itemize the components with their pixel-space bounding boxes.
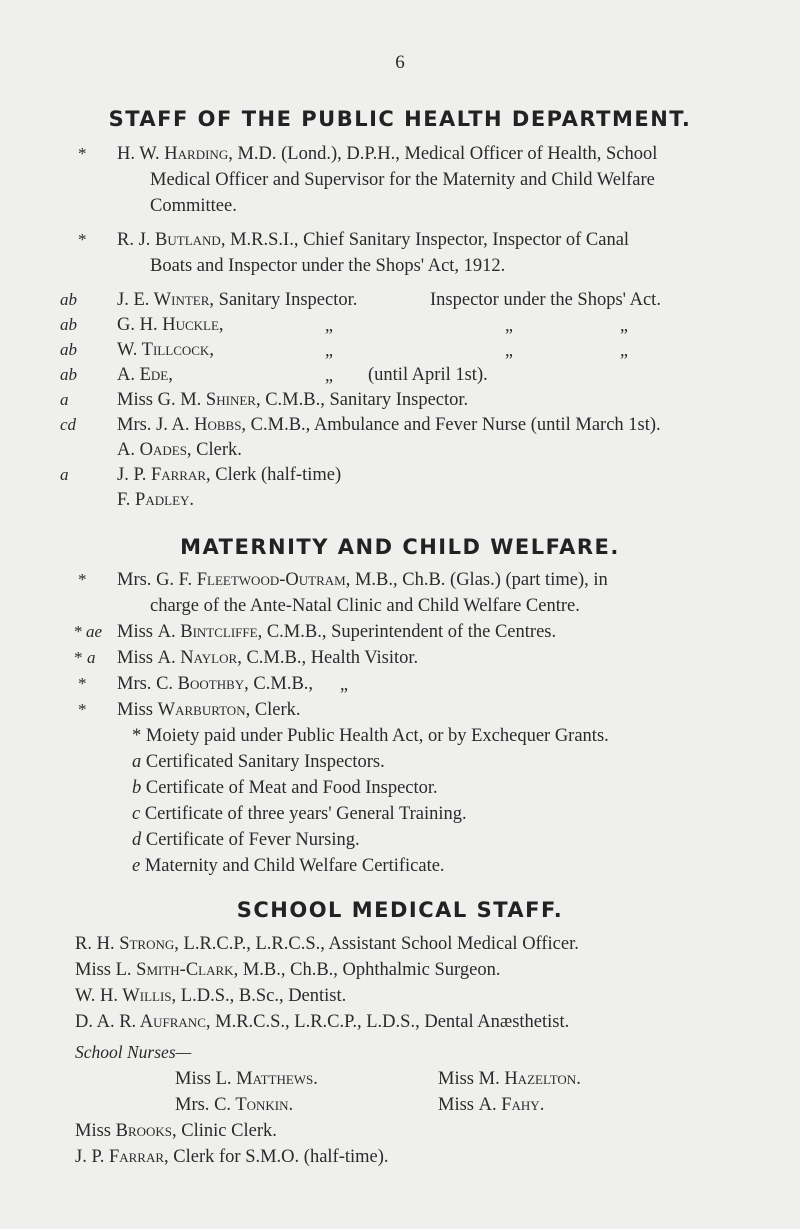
staff-name: G. F. Fleetwood-Outram (156, 570, 346, 590)
staff-name: J. A. Hobbs (156, 415, 242, 435)
entry-prefix: Mrs. (117, 674, 157, 694)
staff-name: G. M. Shiner (157, 390, 256, 410)
staff-entry (75, 958, 500, 982)
entry-line (117, 672, 313, 696)
ditto-mark: „ (325, 340, 333, 360)
staff-name: G. H. Huckle (117, 315, 219, 335)
entry-text: , C.M.B., Ambulance and Fever Nurse (until March 1st). (241, 415, 661, 435)
staff-name: Brooks (115, 1121, 173, 1141)
entry-line: Boats and Inspector under the Shops' Act, 1912. (150, 256, 506, 276)
entry-prefix: Miss (438, 1095, 479, 1115)
entry-prefix: Miss (117, 390, 158, 410)
entry-line: Committee. (150, 196, 237, 216)
entry-text: , C.M.B., (244, 674, 314, 694)
entry-mark: a (60, 465, 69, 484)
staff-name: A. Naylor (157, 648, 238, 668)
entry-text: , M.D. (Lond.), D.P.H., Medical Officer of Health, School (228, 144, 658, 164)
entry-mark: ab (60, 365, 77, 384)
footnote-text: Certificate of Meat and Food Inspector. (145, 778, 438, 798)
staff-entry (75, 1119, 277, 1143)
footnote-text: Maternity and Child Welfare Certificate. (144, 856, 445, 876)
entry-mark: * (74, 648, 83, 667)
staff-entry (75, 1010, 569, 1034)
entry-text: , L.R.C.P., L.R.C.S., Assistant School Medical Officer. (174, 934, 579, 954)
entry-mark: ab (60, 290, 77, 309)
entry-line (117, 228, 629, 252)
footnote-text: Certificate of Fever Nursing. (145, 830, 360, 850)
footnote-mark: a (132, 752, 142, 772)
entry-line (117, 338, 214, 362)
entry-text: , M.R.C.S., L.R.C.P., L.D.S., Dental Anæsthetist. (205, 1012, 570, 1032)
entry-text: , L.D.S., B.Sc., Dentist. (171, 986, 347, 1006)
footnote-mark: * (132, 726, 142, 746)
footnote (132, 750, 385, 774)
staff-name: J. E. Winter (117, 290, 210, 310)
entry-line (117, 313, 224, 337)
entry-prefix: Mrs. (175, 1095, 215, 1115)
footnote-mark: e (132, 856, 141, 876)
entry-line (117, 142, 657, 166)
staff-name: J. P. Farrar (117, 465, 207, 485)
footnote (132, 776, 438, 800)
staff-name: J. P. Farrar (75, 1147, 165, 1167)
entry-line (117, 646, 418, 670)
entry-mark: cd (60, 415, 77, 434)
staff-name: A. Bintcliffe (157, 622, 258, 642)
entry-line: Medical Officer and Supervisor for the Maternity and Child Welfare (150, 170, 655, 190)
staff-name: A. Fahy (478, 1095, 540, 1115)
entry-text: , (168, 365, 173, 385)
school-nurse (175, 1093, 293, 1117)
page-number: 6 (395, 52, 405, 73)
entry-prefix: Mrs. (117, 415, 157, 435)
staff-name: C. Boothby (156, 674, 245, 694)
entry-line (117, 288, 357, 312)
footnote-mark: b (132, 778, 142, 798)
footnote-text: Certificate of three years' General Training. (144, 804, 467, 824)
entry-line: charge of the Ante-Natal Clinic and Child Welfare Centre. (150, 596, 580, 616)
entry-mark: * (78, 570, 87, 589)
staff-name: L. Smith-Clark (115, 960, 234, 980)
entry-text: , C.M.B., Health Visitor. (237, 648, 419, 668)
entry-text: , M.B., Ch.B., Ophthalmic Surgeon. (233, 960, 501, 980)
footnote-text: Certificated Sanitary Inspectors. (145, 752, 385, 772)
ditto-mark: „ (325, 365, 333, 385)
staff-name: L. Matthews (215, 1069, 314, 1089)
entry-text: , Clerk. (245, 700, 301, 720)
entry-line (117, 620, 556, 644)
entry-text: , Clerk for S.M.O. (half-time). (164, 1147, 389, 1167)
entry-line (117, 388, 468, 412)
staff-name: A. Oades (117, 440, 187, 460)
entry-text: , M.B., Ch.B. (Glas.) (part time), in (345, 570, 608, 590)
staff-name: M. Hazelton (478, 1069, 577, 1089)
entry-text: , C.M.B., Sanitary Inspector. (255, 390, 469, 410)
entry-text: . (539, 1095, 545, 1115)
staff-name: R. J. Butland (117, 230, 221, 250)
entry-prefix: Miss (75, 960, 116, 980)
entry-line (117, 698, 301, 722)
entry-line (117, 438, 242, 462)
school-nurse (175, 1067, 318, 1091)
staff-name: W. H. Willis (75, 986, 172, 1006)
entry-line (117, 488, 194, 512)
entry-line (117, 463, 341, 487)
ditto-mark: „ (620, 315, 628, 335)
entry-text: , Clerk (half-time) (206, 465, 342, 485)
school-nurse (438, 1067, 581, 1091)
footnote-mark: d (132, 830, 142, 850)
entry-text: , M.R.S.I., Chief Sanitary Inspector, Inspector of Canal (220, 230, 630, 250)
ditto-mark: „ (620, 340, 628, 360)
entry-line (117, 413, 661, 437)
entry-text: , Sanitary Inspector. (209, 290, 358, 310)
staff-entry (75, 1145, 389, 1169)
staff-name: F. Padley (117, 490, 190, 510)
entry-text: . (288, 1095, 294, 1115)
entry-mark: ab (60, 315, 77, 334)
footnote-mark: c (132, 804, 141, 824)
entry-line (117, 568, 608, 592)
entry-text: , Clerk. (186, 440, 242, 460)
entry-prefix: Miss (175, 1069, 216, 1089)
ditto-mark: „ (325, 315, 333, 335)
entry-text: (until April 1st). (368, 365, 488, 385)
entry-text: , (209, 340, 214, 360)
entry-prefix: Miss (438, 1069, 479, 1089)
ditto-mark: „ (340, 674, 348, 694)
staff-name: H. W. Harding (117, 144, 229, 164)
entry-prefix: Miss (75, 1121, 116, 1141)
staff-name: Warburton (157, 700, 246, 720)
section-heading-maternity: MATERNITY AND CHILD WELFARE. (180, 535, 620, 559)
entry-text: , (218, 315, 224, 335)
entry-mark: a (87, 648, 96, 667)
entry-prefix: Miss (117, 622, 158, 642)
section-heading-public-health: STAFF OF THE PUBLIC HEALTH DEPARTMENT. (108, 107, 692, 131)
staff-name: R. H. Strong (75, 934, 175, 954)
staff-name: A. Ede (117, 365, 169, 385)
footnote-text: Moiety paid under Public Health Act, or by Exchequer Grants. (145, 726, 609, 746)
entry-mark: * (78, 144, 87, 163)
entry-text: , C.M.B., Superintendent of the Centres. (257, 622, 557, 642)
ditto-mark: „ (505, 315, 513, 335)
entry-text: Inspector under the Shops' Act. (430, 290, 661, 310)
section-heading-school-medical: SCHOOL MEDICAL STAFF. (236, 898, 564, 922)
entry-text: . (576, 1069, 581, 1089)
entry-mark: * (78, 230, 87, 249)
school-nurse (438, 1093, 544, 1117)
entry-prefix: Miss (117, 648, 158, 668)
entry-mark: * (74, 622, 83, 641)
ditto-mark: „ (505, 340, 513, 360)
staff-name: D. A. R. Aufranc (75, 1012, 206, 1032)
footnote (132, 724, 609, 748)
entry-mark: * (78, 700, 87, 719)
entry-mark: * (78, 674, 87, 693)
entry-text: . (189, 490, 195, 510)
staff-name: W. Tillcock (117, 340, 210, 360)
footnote (132, 802, 467, 826)
entry-mark: a (60, 390, 69, 409)
entry-text: , Clinic Clerk. (172, 1121, 277, 1141)
entry-mark: ab (60, 340, 77, 359)
entry-prefix: Mrs. (117, 570, 157, 590)
entry-line (117, 363, 173, 387)
entry-prefix: Miss (117, 700, 158, 720)
staff-entry (75, 984, 346, 1008)
entry-text: . (313, 1069, 318, 1089)
entry-mark: ae (86, 622, 103, 641)
footnote (132, 854, 445, 878)
staff-entry (75, 932, 579, 956)
school-nurses-label: School Nurses— (75, 1042, 192, 1062)
staff-name: C. Tonkin (214, 1095, 289, 1115)
footnote (132, 828, 360, 852)
